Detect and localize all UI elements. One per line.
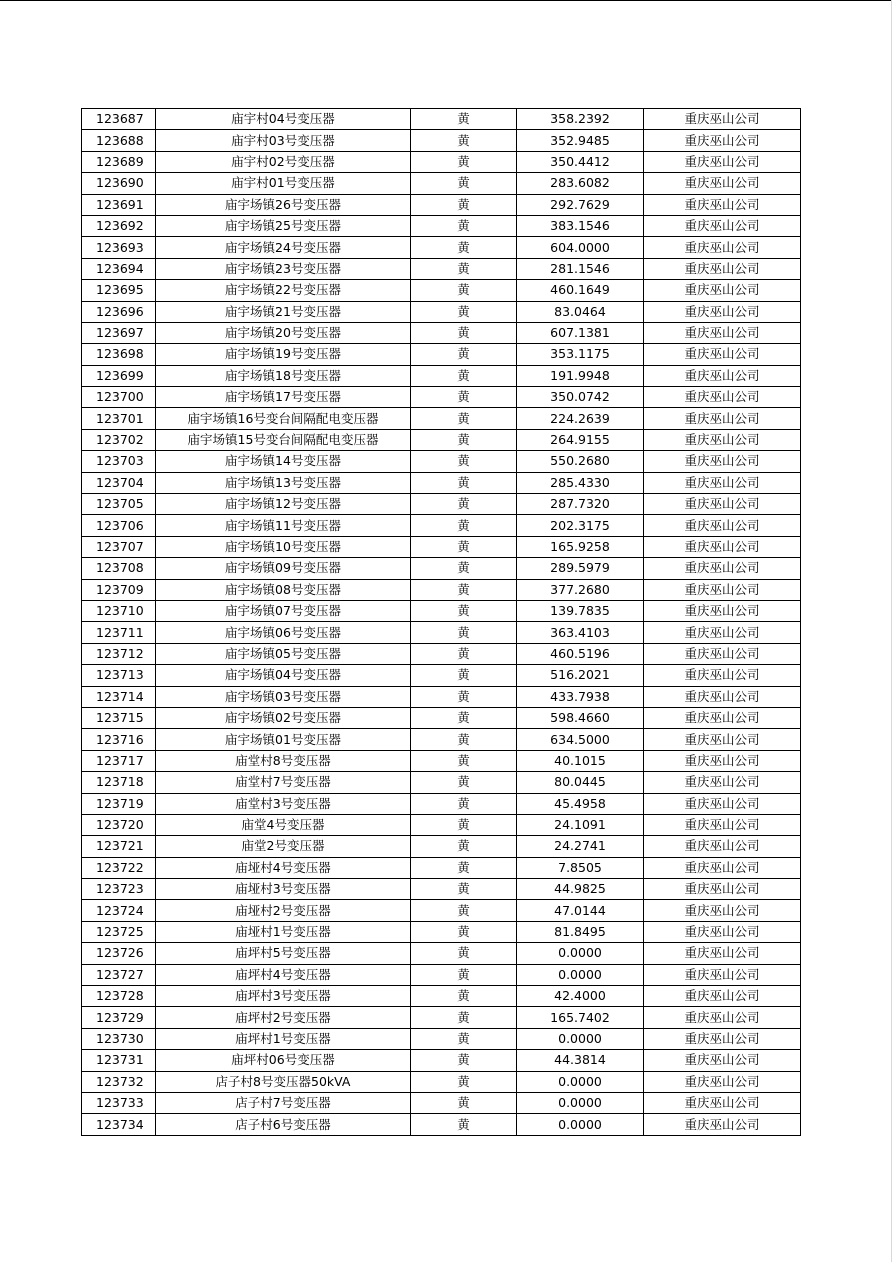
load-value-cell: 283.6082 <box>517 173 644 194</box>
load-value-cell: 42.4000 <box>517 986 644 1007</box>
load-value-cell: 460.5196 <box>517 643 644 664</box>
warning-level-cell: 黄 <box>411 964 517 985</box>
company-cell: 重庆巫山公司 <box>644 258 801 279</box>
company-cell: 重庆巫山公司 <box>644 558 801 579</box>
company-cell: 重庆巫山公司 <box>644 879 801 900</box>
record-id-cell: 123700 <box>82 387 156 408</box>
warning-level-cell: 黄 <box>411 772 517 793</box>
transformer-name-cell: 庙堂村3号变压器 <box>156 793 411 814</box>
table-row <box>82 429 801 450</box>
load-value-cell: 604.0000 <box>517 237 644 258</box>
company-cell: 重庆巫山公司 <box>644 472 801 493</box>
record-id-cell: 123694 <box>82 258 156 279</box>
record-id-cell: 123733 <box>82 1092 156 1113</box>
transformer-table-body <box>82 109 801 1136</box>
transformer-name-cell: 庙宇场镇01号变压器 <box>156 729 411 750</box>
table-row <box>82 1028 801 1049</box>
load-value-cell: 139.7835 <box>517 600 644 621</box>
transformer-name-cell: 庙宇场镇07号变压器 <box>156 600 411 621</box>
company-cell: 重庆巫山公司 <box>644 1028 801 1049</box>
load-value-cell: 350.4412 <box>517 151 644 172</box>
transformer-name-cell: 庙宇场镇14号变压器 <box>156 451 411 472</box>
load-value-cell: 0.0000 <box>517 1071 644 1092</box>
table-row <box>82 921 801 942</box>
company-cell: 重庆巫山公司 <box>644 1092 801 1113</box>
transformer-name-cell: 庙宇场镇16号变台间隔配电变压器 <box>156 408 411 429</box>
transformer-name-cell: 庙坪村2号变压器 <box>156 1007 411 1028</box>
transformer-name-cell: 庙坪村4号变压器 <box>156 964 411 985</box>
table-row <box>82 665 801 686</box>
load-value-cell: 433.7938 <box>517 686 644 707</box>
load-value-cell: 550.2680 <box>517 451 644 472</box>
table-row <box>82 322 801 343</box>
transformer-name-cell: 庙坪村1号变压器 <box>156 1028 411 1049</box>
company-cell: 重庆巫山公司 <box>644 1007 801 1028</box>
record-id-cell: 123704 <box>82 472 156 493</box>
transformer-name-cell: 庙宇场镇05号变压器 <box>156 643 411 664</box>
record-id-cell: 123714 <box>82 686 156 707</box>
record-id-cell: 123727 <box>82 964 156 985</box>
record-id-cell: 123717 <box>82 750 156 771</box>
transformer-name-cell: 庙宇场镇13号变压器 <box>156 472 411 493</box>
warning-level-cell: 黄 <box>411 836 517 857</box>
table-row <box>82 686 801 707</box>
transformer-name-cell: 庙宇场镇18号变压器 <box>156 365 411 386</box>
record-id-cell: 123715 <box>82 707 156 728</box>
transformer-name-cell: 庙宇村04号变压器 <box>156 109 411 130</box>
transformer-name-cell: 庙垭村4号变压器 <box>156 857 411 878</box>
load-value-cell: 0.0000 <box>517 964 644 985</box>
company-cell: 重庆巫山公司 <box>644 793 801 814</box>
load-value-cell: 47.0144 <box>517 900 644 921</box>
record-id-cell: 123716 <box>82 729 156 750</box>
company-cell: 重庆巫山公司 <box>644 365 801 386</box>
record-id-cell: 123711 <box>82 622 156 643</box>
transformer-name-cell: 店子村7号变压器 <box>156 1092 411 1113</box>
table-row <box>82 344 801 365</box>
record-id-cell: 123691 <box>82 194 156 215</box>
table-row <box>82 258 801 279</box>
load-value-cell: 7.8505 <box>517 857 644 878</box>
company-cell: 重庆巫山公司 <box>644 151 801 172</box>
table-row <box>82 986 801 1007</box>
table-row <box>82 451 801 472</box>
warning-level-cell: 黄 <box>411 151 517 172</box>
load-value-cell: 363.4103 <box>517 622 644 643</box>
load-value-cell: 352.9485 <box>517 130 644 151</box>
table-row <box>82 772 801 793</box>
company-cell: 重庆巫山公司 <box>644 344 801 365</box>
transformer-name-cell: 庙垭村1号变压器 <box>156 921 411 942</box>
table-row <box>82 579 801 600</box>
record-id-cell: 123698 <box>82 344 156 365</box>
warning-level-cell: 黄 <box>411 194 517 215</box>
load-value-cell: 45.4958 <box>517 793 644 814</box>
record-id-cell: 123734 <box>82 1114 156 1135</box>
table-row <box>82 750 801 771</box>
transformer-name-cell: 庙宇场镇22号变压器 <box>156 280 411 301</box>
company-cell: 重庆巫山公司 <box>644 772 801 793</box>
load-value-cell: 281.1546 <box>517 258 644 279</box>
load-value-cell: 287.7320 <box>517 494 644 515</box>
transformer-table <box>81 108 801 1136</box>
company-cell: 重庆巫山公司 <box>644 429 801 450</box>
warning-level-cell: 黄 <box>411 558 517 579</box>
record-id-cell: 123687 <box>82 109 156 130</box>
transformer-name-cell: 庙宇场镇25号变压器 <box>156 215 411 236</box>
record-id-cell: 123720 <box>82 814 156 835</box>
table-row <box>82 215 801 236</box>
company-cell: 重庆巫山公司 <box>644 750 801 771</box>
table-row <box>82 408 801 429</box>
warning-level-cell: 黄 <box>411 237 517 258</box>
warning-level-cell: 黄 <box>411 429 517 450</box>
company-cell: 重庆巫山公司 <box>644 857 801 878</box>
transformer-name-cell: 庙宇场镇21号变压器 <box>156 301 411 322</box>
load-value-cell: 44.9825 <box>517 879 644 900</box>
transformer-name-cell: 庙宇场镇03号变压器 <box>156 686 411 707</box>
load-value-cell: 224.2639 <box>517 408 644 429</box>
company-cell: 重庆巫山公司 <box>644 943 801 964</box>
company-cell: 重庆巫山公司 <box>644 836 801 857</box>
record-id-cell: 123690 <box>82 173 156 194</box>
load-value-cell: 165.9258 <box>517 536 644 557</box>
company-cell: 重庆巫山公司 <box>644 900 801 921</box>
warning-level-cell: 黄 <box>411 857 517 878</box>
warning-level-cell: 黄 <box>411 622 517 643</box>
record-id-cell: 123696 <box>82 301 156 322</box>
table-row <box>82 643 801 664</box>
transformer-name-cell: 庙宇场镇11号变压器 <box>156 515 411 536</box>
transformer-name-cell: 庙宇村02号变压器 <box>156 151 411 172</box>
warning-level-cell: 黄 <box>411 1114 517 1135</box>
table-row <box>82 600 801 621</box>
warning-level-cell: 黄 <box>411 900 517 921</box>
record-id-cell: 123710 <box>82 600 156 621</box>
record-id-cell: 123692 <box>82 215 156 236</box>
record-id-cell: 123693 <box>82 237 156 258</box>
record-id-cell: 123709 <box>82 579 156 600</box>
load-value-cell: 289.5979 <box>517 558 644 579</box>
warning-level-cell: 黄 <box>411 814 517 835</box>
record-id-cell: 123732 <box>82 1071 156 1092</box>
load-value-cell: 358.2392 <box>517 109 644 130</box>
load-value-cell: 383.1546 <box>517 215 644 236</box>
warning-level-cell: 黄 <box>411 600 517 621</box>
warning-level-cell: 黄 <box>411 1050 517 1071</box>
transformer-name-cell: 店子村6号变压器 <box>156 1114 411 1135</box>
table-row <box>82 1007 801 1028</box>
record-id-cell: 123701 <box>82 408 156 429</box>
load-value-cell: 0.0000 <box>517 1114 644 1135</box>
record-id-cell: 123726 <box>82 943 156 964</box>
warning-level-cell: 黄 <box>411 1071 517 1092</box>
warning-level-cell: 黄 <box>411 579 517 600</box>
load-value-cell: 0.0000 <box>517 1092 644 1113</box>
load-value-cell: 80.0445 <box>517 772 644 793</box>
warning-level-cell: 黄 <box>411 215 517 236</box>
company-cell: 重庆巫山公司 <box>644 451 801 472</box>
company-cell: 重庆巫山公司 <box>644 814 801 835</box>
transformer-name-cell: 庙宇场镇06号变压器 <box>156 622 411 643</box>
table-row <box>82 365 801 386</box>
load-value-cell: 44.3814 <box>517 1050 644 1071</box>
company-cell: 重庆巫山公司 <box>644 408 801 429</box>
load-value-cell: 607.1381 <box>517 322 644 343</box>
table-row <box>82 793 801 814</box>
load-value-cell: 202.3175 <box>517 515 644 536</box>
warning-level-cell: 黄 <box>411 301 517 322</box>
record-id-cell: 123695 <box>82 280 156 301</box>
load-value-cell: 83.0464 <box>517 301 644 322</box>
transformer-name-cell: 庙宇场镇17号变压器 <box>156 387 411 408</box>
transformer-name-cell: 庙坪村06号变压器 <box>156 1050 411 1071</box>
transformer-name-cell: 庙坪村3号变压器 <box>156 986 411 1007</box>
company-cell: 重庆巫山公司 <box>644 643 801 664</box>
transformer-name-cell: 庙宇场镇15号变台间隔配电变压器 <box>156 429 411 450</box>
warning-level-cell: 黄 <box>411 515 517 536</box>
record-id-cell: 123731 <box>82 1050 156 1071</box>
transformer-name-cell: 庙堂2号变压器 <box>156 836 411 857</box>
load-value-cell: 24.2741 <box>517 836 644 857</box>
record-id-cell: 123688 <box>82 130 156 151</box>
transformer-name-cell: 庙垭村3号变压器 <box>156 879 411 900</box>
table-row <box>82 622 801 643</box>
transformer-name-cell: 庙宇场镇20号变压器 <box>156 322 411 343</box>
company-cell: 重庆巫山公司 <box>644 536 801 557</box>
table-row <box>82 900 801 921</box>
record-id-cell: 123697 <box>82 322 156 343</box>
warning-level-cell: 黄 <box>411 173 517 194</box>
warning-level-cell: 黄 <box>411 707 517 728</box>
table-row <box>82 387 801 408</box>
warning-level-cell: 黄 <box>411 258 517 279</box>
load-value-cell: 377.2680 <box>517 579 644 600</box>
table-row <box>82 173 801 194</box>
warning-level-cell: 黄 <box>411 1007 517 1028</box>
table-row <box>82 536 801 557</box>
company-cell: 重庆巫山公司 <box>644 986 801 1007</box>
warning-level-cell: 黄 <box>411 109 517 130</box>
company-cell: 重庆巫山公司 <box>644 622 801 643</box>
load-value-cell: 191.9948 <box>517 365 644 386</box>
transformer-name-cell: 庙宇场镇10号变压器 <box>156 536 411 557</box>
record-id-cell: 123703 <box>82 451 156 472</box>
load-value-cell: 264.9155 <box>517 429 644 450</box>
warning-level-cell: 黄 <box>411 130 517 151</box>
table-row <box>82 494 801 515</box>
table-row <box>82 109 801 130</box>
company-cell: 重庆巫山公司 <box>644 515 801 536</box>
transformer-name-cell: 庙堂村8号变压器 <box>156 750 411 771</box>
record-id-cell: 123707 <box>82 536 156 557</box>
transformer-name-cell: 庙垭村2号变压器 <box>156 900 411 921</box>
company-cell: 重庆巫山公司 <box>644 194 801 215</box>
table-row <box>82 729 801 750</box>
transformer-name-cell: 庙坪村5号变压器 <box>156 943 411 964</box>
table-row <box>82 943 801 964</box>
load-value-cell: 40.1015 <box>517 750 644 771</box>
company-cell: 重庆巫山公司 <box>644 665 801 686</box>
warning-level-cell: 黄 <box>411 879 517 900</box>
record-id-cell: 123713 <box>82 665 156 686</box>
transformer-name-cell: 庙宇村01号变压器 <box>156 173 411 194</box>
company-cell: 重庆巫山公司 <box>644 109 801 130</box>
record-id-cell: 123730 <box>82 1028 156 1049</box>
company-cell: 重庆巫山公司 <box>644 707 801 728</box>
warning-level-cell: 黄 <box>411 921 517 942</box>
company-cell: 重庆巫山公司 <box>644 600 801 621</box>
record-id-cell: 123706 <box>82 515 156 536</box>
warning-level-cell: 黄 <box>411 686 517 707</box>
transformer-name-cell: 庙宇场镇24号变压器 <box>156 237 411 258</box>
record-id-cell: 123728 <box>82 986 156 1007</box>
record-id-cell: 123725 <box>82 921 156 942</box>
company-cell: 重庆巫山公司 <box>644 130 801 151</box>
record-id-cell: 123689 <box>82 151 156 172</box>
warning-level-cell: 黄 <box>411 536 517 557</box>
warning-level-cell: 黄 <box>411 1028 517 1049</box>
table-row <box>82 194 801 215</box>
load-value-cell: 350.0742 <box>517 387 644 408</box>
load-value-cell: 353.1175 <box>517 344 644 365</box>
company-cell: 重庆巫山公司 <box>644 921 801 942</box>
warning-level-cell: 黄 <box>411 729 517 750</box>
company-cell: 重庆巫山公司 <box>644 579 801 600</box>
company-cell: 重庆巫山公司 <box>644 173 801 194</box>
record-id-cell: 123718 <box>82 772 156 793</box>
table-row <box>82 280 801 301</box>
table-row <box>82 707 801 728</box>
record-id-cell: 123719 <box>82 793 156 814</box>
table-row <box>82 1092 801 1113</box>
warning-level-cell: 黄 <box>411 472 517 493</box>
load-value-cell: 0.0000 <box>517 943 644 964</box>
load-value-cell: 516.2021 <box>517 665 644 686</box>
company-cell: 重庆巫山公司 <box>644 964 801 985</box>
company-cell: 重庆巫山公司 <box>644 215 801 236</box>
transformer-name-cell: 庙宇场镇19号变压器 <box>156 344 411 365</box>
table-row <box>82 1071 801 1092</box>
transformer-name-cell: 庙堂4号变压器 <box>156 814 411 835</box>
table-row <box>82 515 801 536</box>
load-value-cell: 0.0000 <box>517 1028 644 1049</box>
record-id-cell: 123708 <box>82 558 156 579</box>
load-value-cell: 81.8495 <box>517 921 644 942</box>
load-value-cell: 24.1091 <box>517 814 644 835</box>
warning-level-cell: 黄 <box>411 643 517 664</box>
record-id-cell: 123699 <box>82 365 156 386</box>
record-id-cell: 123705 <box>82 494 156 515</box>
table-row <box>82 301 801 322</box>
load-value-cell: 292.7629 <box>517 194 644 215</box>
load-value-cell: 598.4660 <box>517 707 644 728</box>
load-value-cell: 165.7402 <box>517 1007 644 1028</box>
load-value-cell: 634.5000 <box>517 729 644 750</box>
warning-level-cell: 黄 <box>411 322 517 343</box>
table-row <box>82 472 801 493</box>
transformer-name-cell: 庙宇场镇09号变压器 <box>156 558 411 579</box>
transformer-name-cell: 庙宇场镇08号变压器 <box>156 579 411 600</box>
record-id-cell: 123729 <box>82 1007 156 1028</box>
transformer-name-cell: 庙堂村7号变压器 <box>156 772 411 793</box>
company-cell: 重庆巫山公司 <box>644 1071 801 1092</box>
table-row <box>82 1050 801 1071</box>
company-cell: 重庆巫山公司 <box>644 280 801 301</box>
table-row <box>82 879 801 900</box>
company-cell: 重庆巫山公司 <box>644 1050 801 1071</box>
table-row <box>82 151 801 172</box>
transformer-name-cell: 庙宇村03号变压器 <box>156 130 411 151</box>
table-row <box>82 814 801 835</box>
warning-level-cell: 黄 <box>411 943 517 964</box>
table-row <box>82 130 801 151</box>
table-row <box>82 1114 801 1135</box>
warning-level-cell: 黄 <box>411 387 517 408</box>
transformer-name-cell: 店子村8号变压器50kVA <box>156 1071 411 1092</box>
warning-level-cell: 黄 <box>411 344 517 365</box>
transformer-name-cell: 庙宇场镇26号变压器 <box>156 194 411 215</box>
record-id-cell: 123723 <box>82 879 156 900</box>
warning-level-cell: 黄 <box>411 451 517 472</box>
transformer-name-cell: 庙宇场镇02号变压器 <box>156 707 411 728</box>
warning-level-cell: 黄 <box>411 665 517 686</box>
table-row <box>82 558 801 579</box>
company-cell: 重庆巫山公司 <box>644 494 801 515</box>
warning-level-cell: 黄 <box>411 793 517 814</box>
company-cell: 重庆巫山公司 <box>644 729 801 750</box>
transformer-name-cell: 庙宇场镇12号变压器 <box>156 494 411 515</box>
record-id-cell: 123721 <box>82 836 156 857</box>
load-value-cell: 460.1649 <box>517 280 644 301</box>
warning-level-cell: 黄 <box>411 365 517 386</box>
company-cell: 重庆巫山公司 <box>644 1114 801 1135</box>
warning-level-cell: 黄 <box>411 494 517 515</box>
transformer-name-cell: 庙宇场镇23号变压器 <box>156 258 411 279</box>
table-row <box>82 237 801 258</box>
company-cell: 重庆巫山公司 <box>644 686 801 707</box>
load-value-cell: 285.4330 <box>517 472 644 493</box>
company-cell: 重庆巫山公司 <box>644 237 801 258</box>
record-id-cell: 123722 <box>82 857 156 878</box>
table-row <box>82 857 801 878</box>
transformer-name-cell: 庙宇场镇04号变压器 <box>156 665 411 686</box>
record-id-cell: 123712 <box>82 643 156 664</box>
page-top-border <box>0 0 892 1</box>
warning-level-cell: 黄 <box>411 408 517 429</box>
company-cell: 重庆巫山公司 <box>644 387 801 408</box>
table-row <box>82 836 801 857</box>
record-id-cell: 123724 <box>82 900 156 921</box>
warning-level-cell: 黄 <box>411 1092 517 1113</box>
warning-level-cell: 黄 <box>411 986 517 1007</box>
company-cell: 重庆巫山公司 <box>644 301 801 322</box>
warning-level-cell: 黄 <box>411 280 517 301</box>
warning-level-cell: 黄 <box>411 750 517 771</box>
company-cell: 重庆巫山公司 <box>644 322 801 343</box>
record-id-cell: 123702 <box>82 429 156 450</box>
table-row <box>82 964 801 985</box>
